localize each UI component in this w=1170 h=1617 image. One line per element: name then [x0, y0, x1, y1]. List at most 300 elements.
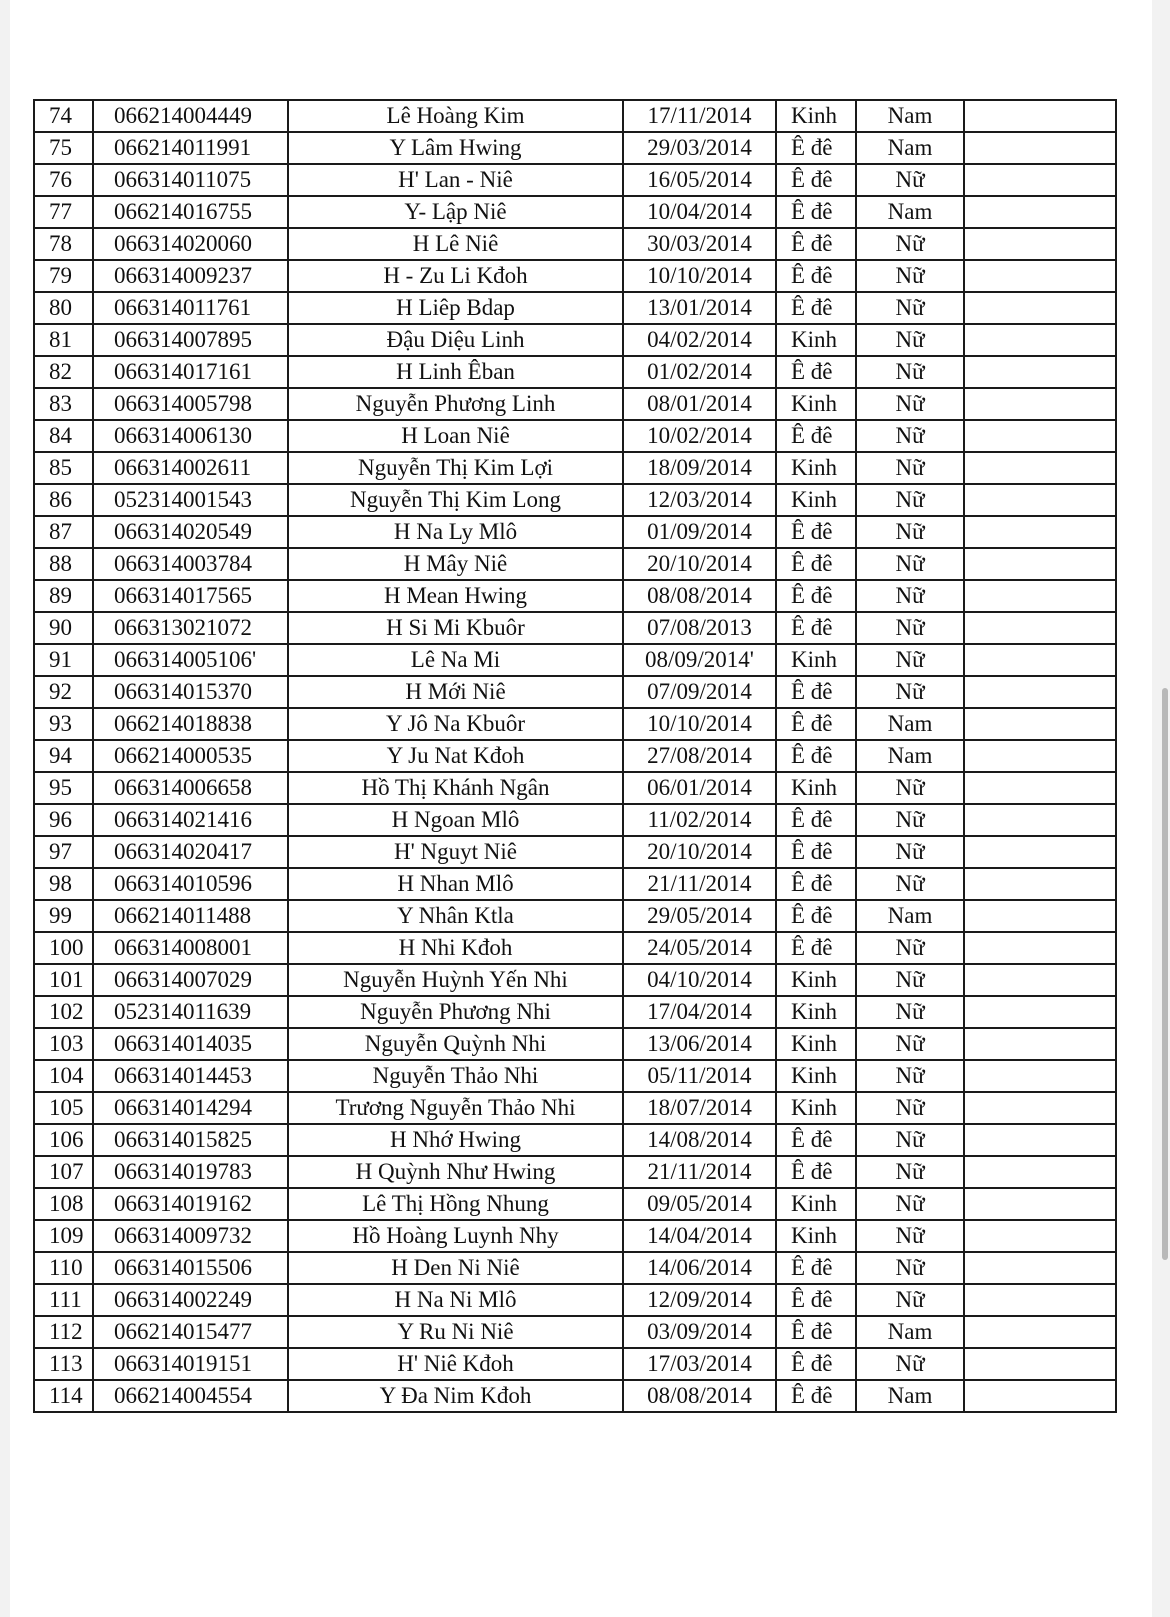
- row-number-cell: 90: [34, 612, 93, 644]
- gender-cell: Nữ: [856, 388, 964, 420]
- row-number-cell: 83: [34, 388, 93, 420]
- ethnicity-cell: Ê đê: [776, 932, 856, 964]
- ethnicity-cell: Ê đê: [776, 164, 856, 196]
- id-number-cell: 066214016755: [93, 196, 288, 228]
- full-name-cell: Hồ Hoàng Luynh Nhy: [288, 1220, 623, 1252]
- full-name-cell: Y Lâm Hwing: [288, 132, 623, 164]
- full-name-cell: H' Niê Kđoh: [288, 1348, 623, 1380]
- row-number-cell: 98: [34, 868, 93, 900]
- id-number-cell: 066314008001: [93, 932, 288, 964]
- gender-cell: Nam: [856, 100, 964, 132]
- ethnicity-cell: Kinh: [776, 484, 856, 516]
- table-row: [34, 644, 1116, 676]
- birth-date-cell: 12/03/2014: [623, 484, 776, 516]
- row-number-cell: 76: [34, 164, 93, 196]
- full-name-cell: Lê Hoàng Kim: [288, 100, 623, 132]
- ethnicity-cell: Kinh: [776, 1092, 856, 1124]
- table-row: [34, 1188, 1116, 1220]
- row-number-cell: 106: [34, 1124, 93, 1156]
- table-row: [34, 1284, 1116, 1316]
- row-number-cell: 79: [34, 260, 93, 292]
- row-number-cell: 102: [34, 996, 93, 1028]
- note-cell: [964, 516, 1116, 548]
- id-number-cell: 066314014035: [93, 1028, 288, 1060]
- ethnicity-cell: Ê đê: [776, 804, 856, 836]
- birth-date-cell: 01/09/2014: [623, 516, 776, 548]
- birth-date-cell: 11/02/2014: [623, 804, 776, 836]
- ethnicity-cell: Ê đê: [776, 1252, 856, 1284]
- birth-date-cell: 08/01/2014: [623, 388, 776, 420]
- birth-date-cell: 30/03/2014: [623, 228, 776, 260]
- birth-date-cell: 06/01/2014: [623, 772, 776, 804]
- id-number-cell: 066314015825: [93, 1124, 288, 1156]
- table-row: [34, 804, 1116, 836]
- table-row: [34, 420, 1116, 452]
- full-name-cell: Nguyễn Quỳnh Nhi: [288, 1028, 623, 1060]
- birth-date-cell: 04/02/2014: [623, 324, 776, 356]
- ethnicity-cell: Kinh: [776, 964, 856, 996]
- gender-cell: Nữ: [856, 516, 964, 548]
- table-row: [34, 772, 1116, 804]
- table-row: [34, 868, 1116, 900]
- ethnicity-cell: Ê đê: [776, 132, 856, 164]
- full-name-cell: H Lê Niê: [288, 228, 623, 260]
- ethnicity-cell: Ê đê: [776, 1380, 856, 1412]
- full-name-cell: H Nhớ Hwing: [288, 1124, 623, 1156]
- row-number-cell: 95: [34, 772, 93, 804]
- table-row: [34, 740, 1116, 772]
- note-cell: [964, 932, 1116, 964]
- full-name-cell: H Den Ni Niê: [288, 1252, 623, 1284]
- note-cell: [964, 772, 1116, 804]
- birth-date-cell: 03/09/2014: [623, 1316, 776, 1348]
- gender-cell: Nữ: [856, 1188, 964, 1220]
- row-number-cell: 78: [34, 228, 93, 260]
- row-number-cell: 111: [34, 1284, 93, 1316]
- ethnicity-cell: Ê đê: [776, 548, 856, 580]
- gender-cell: Nữ: [856, 1124, 964, 1156]
- full-name-cell: H Nhan Mlô: [288, 868, 623, 900]
- note-cell: [964, 292, 1116, 324]
- row-number-cell: 109: [34, 1220, 93, 1252]
- table-row: [34, 388, 1116, 420]
- row-number-cell: 87: [34, 516, 93, 548]
- row-number-cell: 74: [34, 100, 93, 132]
- birth-date-cell: 10/04/2014: [623, 196, 776, 228]
- ethnicity-cell: Kinh: [776, 1188, 856, 1220]
- id-number-cell: 066314002249: [93, 1284, 288, 1316]
- full-name-cell: H Nhi Kđoh: [288, 932, 623, 964]
- id-number-cell: 066214015477: [93, 1316, 288, 1348]
- ethnicity-cell: Kinh: [776, 100, 856, 132]
- table-row: [34, 1380, 1116, 1412]
- note-cell: [964, 452, 1116, 484]
- id-number-cell: 066314007029: [93, 964, 288, 996]
- row-number-cell: 77: [34, 196, 93, 228]
- gender-cell: Nữ: [856, 996, 964, 1028]
- gender-cell: Nữ: [856, 964, 964, 996]
- row-number-cell: 80: [34, 292, 93, 324]
- table-row: [34, 1156, 1116, 1188]
- full-name-cell: Y Ru Ni Niê: [288, 1316, 623, 1348]
- id-number-cell: 066314009237: [93, 260, 288, 292]
- note-cell: [964, 228, 1116, 260]
- id-number-cell: 066314017565: [93, 580, 288, 612]
- table-row: [34, 1220, 1116, 1252]
- note-cell: [964, 1188, 1116, 1220]
- row-number-cell: 88: [34, 548, 93, 580]
- gender-cell: Nam: [856, 740, 964, 772]
- note-cell: [964, 132, 1116, 164]
- id-number-cell: 066314002611: [93, 452, 288, 484]
- id-number-cell: 066314007895: [93, 324, 288, 356]
- note-cell: [964, 1092, 1116, 1124]
- row-number-cell: 101: [34, 964, 93, 996]
- gender-cell: Nữ: [856, 356, 964, 388]
- id-number-cell: 052314001543: [93, 484, 288, 516]
- note-cell: [964, 388, 1116, 420]
- ethnicity-cell: Kinh: [776, 1220, 856, 1252]
- gender-cell: Nữ: [856, 1028, 964, 1060]
- id-number-cell: 066314019162: [93, 1188, 288, 1220]
- ethnicity-cell: Ê đê: [776, 580, 856, 612]
- birth-date-cell: 04/10/2014: [623, 964, 776, 996]
- table-row: [34, 900, 1116, 932]
- id-number-cell: 066314021416: [93, 804, 288, 836]
- note-cell: [964, 1156, 1116, 1188]
- row-number-cell: 75: [34, 132, 93, 164]
- ethnicity-cell: Kinh: [776, 772, 856, 804]
- note-cell: [964, 900, 1116, 932]
- gender-cell: Nữ: [856, 580, 964, 612]
- gender-cell: Nữ: [856, 1252, 964, 1284]
- birth-date-cell: 20/10/2014: [623, 836, 776, 868]
- ethnicity-cell: Ê đê: [776, 1284, 856, 1316]
- table-row: [34, 676, 1116, 708]
- gender-cell: Nữ: [856, 292, 964, 324]
- note-cell: [964, 164, 1116, 196]
- ethnicity-cell: Ê đê: [776, 420, 856, 452]
- row-number-cell: 99: [34, 900, 93, 932]
- note-cell: [964, 324, 1116, 356]
- ethnicity-cell: Ê đê: [776, 1124, 856, 1156]
- birth-date-cell: 05/11/2014: [623, 1060, 776, 1092]
- note-cell: [964, 1348, 1116, 1380]
- birth-date-cell: 24/05/2014: [623, 932, 776, 964]
- note-cell: [964, 484, 1116, 516]
- birth-date-cell: 14/08/2014: [623, 1124, 776, 1156]
- birth-date-cell: 16/05/2014: [623, 164, 776, 196]
- birth-date-cell: 21/11/2014: [623, 868, 776, 900]
- ethnicity-cell: Kinh: [776, 388, 856, 420]
- birth-date-cell: 10/10/2014: [623, 708, 776, 740]
- id-number-cell: 066314003784: [93, 548, 288, 580]
- note-cell: [964, 708, 1116, 740]
- table-row: [34, 452, 1116, 484]
- birth-date-cell: 07/09/2014: [623, 676, 776, 708]
- gender-cell: Nữ: [856, 644, 964, 676]
- gender-cell: Nam: [856, 900, 964, 932]
- note-cell: [964, 420, 1116, 452]
- birth-date-cell: 10/10/2014: [623, 260, 776, 292]
- ethnicity-cell: Ê đê: [776, 1316, 856, 1348]
- gender-cell: Nữ: [856, 1220, 964, 1252]
- table-row: [34, 1316, 1116, 1348]
- row-number-cell: 84: [34, 420, 93, 452]
- gender-cell: Nữ: [856, 420, 964, 452]
- student-table: [33, 99, 1117, 1413]
- note-cell: [964, 260, 1116, 292]
- note-cell: [964, 1316, 1116, 1348]
- row-number-cell: 114: [34, 1380, 93, 1412]
- id-number-cell: 066214000535: [93, 740, 288, 772]
- note-cell: [964, 644, 1116, 676]
- gender-cell: Nam: [856, 1380, 964, 1412]
- full-name-cell: H Mean Hwing: [288, 580, 623, 612]
- table-row: [34, 484, 1116, 516]
- ethnicity-cell: Ê đê: [776, 868, 856, 900]
- full-name-cell: H Liêp Bdap: [288, 292, 623, 324]
- gender-cell: Nam: [856, 1316, 964, 1348]
- row-number-cell: 103: [34, 1028, 93, 1060]
- note-cell: [964, 1124, 1116, 1156]
- table-row: [34, 132, 1116, 164]
- full-name-cell: Y Jô Na Kbuôr: [288, 708, 623, 740]
- gender-cell: Nữ: [856, 548, 964, 580]
- ethnicity-cell: Ê đê: [776, 708, 856, 740]
- row-number-cell: 110: [34, 1252, 93, 1284]
- id-number-cell: 066314005106': [93, 644, 288, 676]
- note-cell: [964, 868, 1116, 900]
- table-row: [34, 516, 1116, 548]
- table-row: [34, 196, 1116, 228]
- row-number-cell: 92: [34, 676, 93, 708]
- full-name-cell: H' Lan - Niê: [288, 164, 623, 196]
- gender-cell: Nam: [856, 132, 964, 164]
- note-cell: [964, 356, 1116, 388]
- ethnicity-cell: Ê đê: [776, 260, 856, 292]
- ethnicity-cell: Kinh: [776, 324, 856, 356]
- row-number-cell: 105: [34, 1092, 93, 1124]
- full-name-cell: H Quỳnh Như Hwing: [288, 1156, 623, 1188]
- gender-cell: Nữ: [856, 1092, 964, 1124]
- id-number-cell: 066313021072: [93, 612, 288, 644]
- table-row: [34, 1348, 1116, 1380]
- note-cell: [964, 1060, 1116, 1092]
- birth-date-cell: 13/01/2014: [623, 292, 776, 324]
- note-cell: [964, 740, 1116, 772]
- id-number-cell: 066314015370: [93, 676, 288, 708]
- id-number-cell: 066314010596: [93, 868, 288, 900]
- id-number-cell: 066314011075: [93, 164, 288, 196]
- birth-date-cell: 08/08/2014: [623, 580, 776, 612]
- full-name-cell: Y Đa Nim Kđoh: [288, 1380, 623, 1412]
- birth-date-cell: 29/03/2014: [623, 132, 776, 164]
- birth-date-cell: 08/09/2014': [623, 644, 776, 676]
- ethnicity-cell: Ê đê: [776, 356, 856, 388]
- full-name-cell: H Mới Niê: [288, 676, 623, 708]
- ethnicity-cell: Ê đê: [776, 1156, 856, 1188]
- id-number-cell: 066314014453: [93, 1060, 288, 1092]
- gender-cell: Nữ: [856, 484, 964, 516]
- full-name-cell: Y Nhân Ktla: [288, 900, 623, 932]
- id-number-cell: 066314006130: [93, 420, 288, 452]
- full-name-cell: Y- Lập Niê: [288, 196, 623, 228]
- id-number-cell: 066314014294: [93, 1092, 288, 1124]
- id-number-cell: 066314020549: [93, 516, 288, 548]
- birth-date-cell: 27/08/2014: [623, 740, 776, 772]
- full-name-cell: H Na Ni Mlô: [288, 1284, 623, 1316]
- gender-cell: Nữ: [856, 612, 964, 644]
- ethnicity-cell: Ê đê: [776, 516, 856, 548]
- full-name-cell: Lê Na Mi: [288, 644, 623, 676]
- table-row: [34, 1060, 1116, 1092]
- table-row: [34, 1252, 1116, 1284]
- gender-cell: Nữ: [856, 804, 964, 836]
- ethnicity-cell: Kinh: [776, 996, 856, 1028]
- full-name-cell: Nguyễn Phương Linh: [288, 388, 623, 420]
- id-number-cell: 066314015506: [93, 1252, 288, 1284]
- birth-date-cell: 18/09/2014: [623, 452, 776, 484]
- note-cell: [964, 964, 1116, 996]
- row-number-cell: 86: [34, 484, 93, 516]
- id-number-cell: 066314011761: [93, 292, 288, 324]
- note-cell: [964, 100, 1116, 132]
- full-name-cell: H Na Ly Mlô: [288, 516, 623, 548]
- ethnicity-cell: Ê đê: [776, 228, 856, 260]
- gender-cell: Nam: [856, 196, 964, 228]
- birth-date-cell: 20/10/2014: [623, 548, 776, 580]
- birth-date-cell: 14/04/2014: [623, 1220, 776, 1252]
- note-cell: [964, 676, 1116, 708]
- id-number-cell: 066314006658: [93, 772, 288, 804]
- id-number-cell: 066314009732: [93, 1220, 288, 1252]
- note-cell: [964, 836, 1116, 868]
- birth-date-cell: 01/02/2014: [623, 356, 776, 388]
- table-row: [34, 228, 1116, 260]
- table-row: [34, 324, 1116, 356]
- row-number-cell: 97: [34, 836, 93, 868]
- ethnicity-cell: Kinh: [776, 1028, 856, 1060]
- full-name-cell: H Mây Niê: [288, 548, 623, 580]
- table-row: [34, 100, 1116, 132]
- gender-cell: Nữ: [856, 452, 964, 484]
- table-row: [34, 612, 1116, 644]
- note-cell: [964, 804, 1116, 836]
- id-number-cell: 066214011991: [93, 132, 288, 164]
- table-row: [34, 164, 1116, 196]
- table-row: [34, 1092, 1116, 1124]
- id-number-cell: 066214018838: [93, 708, 288, 740]
- table-body: [34, 100, 1116, 1412]
- table-row: [34, 836, 1116, 868]
- note-cell: [964, 1028, 1116, 1060]
- ethnicity-cell: Kinh: [776, 1060, 856, 1092]
- gender-cell: Nữ: [856, 836, 964, 868]
- full-name-cell: Nguyễn Thảo Nhi: [288, 1060, 623, 1092]
- table-row: [34, 580, 1116, 612]
- note-cell: [964, 548, 1116, 580]
- id-number-cell: 066214004554: [93, 1380, 288, 1412]
- ethnicity-cell: Ê đê: [776, 1348, 856, 1380]
- ethnicity-cell: Ê đê: [776, 676, 856, 708]
- birth-date-cell: 29/05/2014: [623, 900, 776, 932]
- gender-cell: Nữ: [856, 676, 964, 708]
- birth-date-cell: 17/03/2014: [623, 1348, 776, 1380]
- row-number-cell: 82: [34, 356, 93, 388]
- gender-cell: Nữ: [856, 1348, 964, 1380]
- gender-cell: Nữ: [856, 164, 964, 196]
- table-row: [34, 708, 1116, 740]
- row-number-cell: 108: [34, 1188, 93, 1220]
- table-row: [34, 292, 1116, 324]
- id-number-cell: 066314019783: [93, 1156, 288, 1188]
- ethnicity-cell: Ê đê: [776, 292, 856, 324]
- row-number-cell: 85: [34, 452, 93, 484]
- scrollbar-thumb[interactable]: [1162, 688, 1168, 1260]
- id-number-cell: 066314020417: [93, 836, 288, 868]
- ethnicity-cell: Kinh: [776, 644, 856, 676]
- birth-date-cell: 07/08/2013: [623, 612, 776, 644]
- table-row: [34, 356, 1116, 388]
- row-number-cell: 112: [34, 1316, 93, 1348]
- table-row: [34, 1028, 1116, 1060]
- ethnicity-cell: Ê đê: [776, 836, 856, 868]
- birth-date-cell: 10/02/2014: [623, 420, 776, 452]
- note-cell: [964, 196, 1116, 228]
- row-number-cell: 91: [34, 644, 93, 676]
- birth-date-cell: 08/08/2014: [623, 1380, 776, 1412]
- table-row: [34, 932, 1116, 964]
- row-number-cell: 89: [34, 580, 93, 612]
- row-number-cell: 113: [34, 1348, 93, 1380]
- gender-cell: Nữ: [856, 260, 964, 292]
- full-name-cell: Trương Nguyễn Thảo Nhi: [288, 1092, 623, 1124]
- id-number-cell: 066314017161: [93, 356, 288, 388]
- ethnicity-cell: Ê đê: [776, 196, 856, 228]
- full-name-cell: Nguyễn Thị Kim Long: [288, 484, 623, 516]
- id-number-cell: 052314011639: [93, 996, 288, 1028]
- id-number-cell: 066314005798: [93, 388, 288, 420]
- note-cell: [964, 1380, 1116, 1412]
- birth-date-cell: 17/11/2014: [623, 100, 776, 132]
- id-number-cell: 066314020060: [93, 228, 288, 260]
- full-name-cell: Nguyễn Phương Nhi: [288, 996, 623, 1028]
- note-cell: [964, 612, 1116, 644]
- gender-cell: Nữ: [856, 868, 964, 900]
- row-number-cell: 81: [34, 324, 93, 356]
- gender-cell: Nữ: [856, 1284, 964, 1316]
- table-row: [34, 1124, 1116, 1156]
- note-cell: [964, 580, 1116, 612]
- ethnicity-cell: Ê đê: [776, 612, 856, 644]
- birth-date-cell: 14/06/2014: [623, 1252, 776, 1284]
- full-name-cell: Nguyễn Thị Kim Lợi: [288, 452, 623, 484]
- id-number-cell: 066314019151: [93, 1348, 288, 1380]
- table-row: [34, 964, 1116, 996]
- birth-date-cell: 17/04/2014: [623, 996, 776, 1028]
- birth-date-cell: 09/05/2014: [623, 1188, 776, 1220]
- birth-date-cell: 21/11/2014: [623, 1156, 776, 1188]
- gender-cell: Nữ: [856, 228, 964, 260]
- note-cell: [964, 1220, 1116, 1252]
- birth-date-cell: 18/07/2014: [623, 1092, 776, 1124]
- ethnicity-cell: Ê đê: [776, 740, 856, 772]
- note-cell: [964, 996, 1116, 1028]
- full-name-cell: H - Zu Li Kđoh: [288, 260, 623, 292]
- table-row: [34, 548, 1116, 580]
- gender-cell: Nữ: [856, 1156, 964, 1188]
